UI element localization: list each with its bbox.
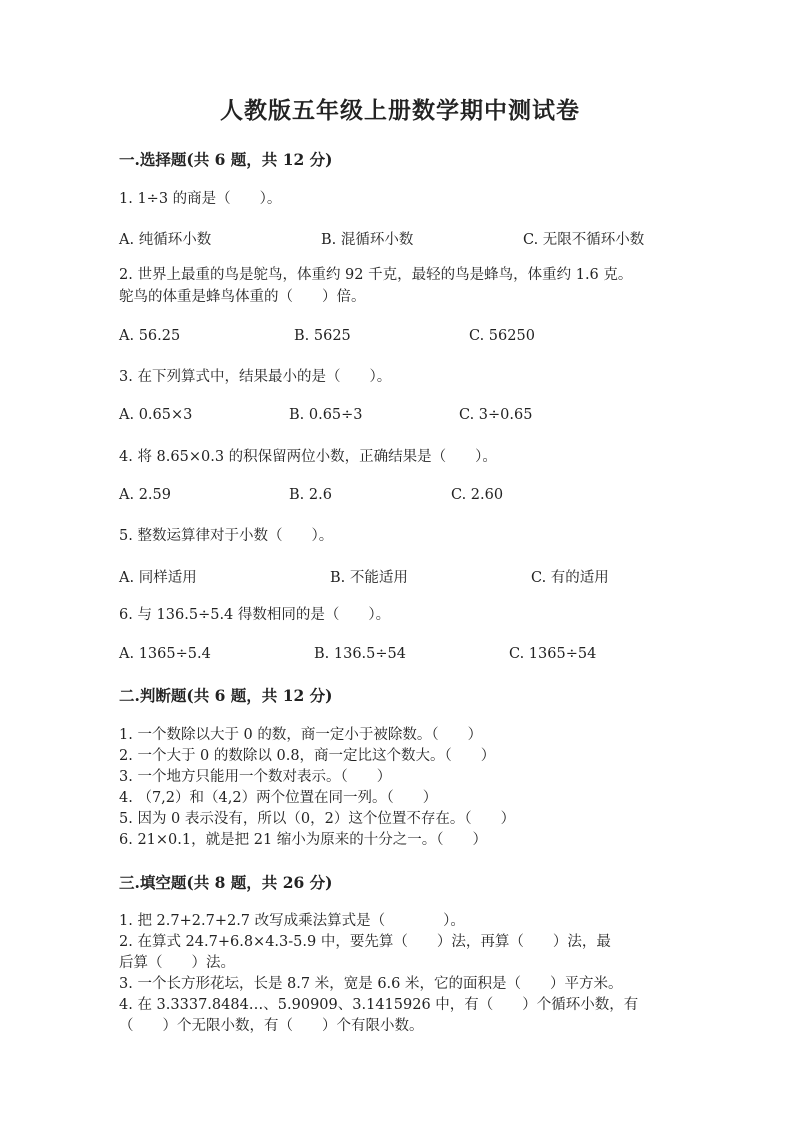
- question-5-option-c: C. 有的适用: [531, 570, 609, 586]
- question-3-option-c: C. 3÷0.65: [459, 407, 533, 423]
- question-4-option-a: A. 2.59: [119, 487, 171, 503]
- question-5-option-a: A. 同样适用: [119, 570, 197, 586]
- question-2-option-c: C. 56250: [469, 328, 535, 344]
- judge-item-5: 5. 因为 0 表示没有，所以（0，2）这个位置不存在。（ ）: [119, 811, 516, 827]
- question-1-option-b: B. 混循环小数: [321, 232, 414, 248]
- fill-line-3: 后算（ ）法。: [119, 955, 235, 971]
- question-1-option-a: A. 纯循环小数: [119, 232, 212, 248]
- question-4-option-b: B. 2.6: [289, 487, 332, 503]
- fill-line-1: 1. 把 2.7+2.7+2.7 改写成乘法算式是（ ）。: [119, 913, 465, 929]
- judge-item-6: 6. 21×0.1，就是把 21 缩小为原来的十分之一。（ ）: [119, 832, 488, 848]
- section-heading-true-false: 二.判断题(共 6 题，共 12 分): [119, 686, 333, 705]
- question-1-text: 1. 1÷3 的商是（ ）。: [119, 191, 282, 207]
- question-6-option-c: C. 1365÷54: [509, 646, 597, 662]
- judge-item-2: 2. 一个大于 0 的数除以 0.8，商一定比这个数大。（ ）: [119, 748, 496, 764]
- question-5-text: 5. 整数运算律对于小数（ ）。: [119, 528, 334, 544]
- page-title: 人教版五年级上册数学期中测试卷: [220, 97, 580, 124]
- question-2-option-b: B. 5625: [294, 328, 351, 344]
- question-2-text-line1: 2. 世界上最重的鸟是鸵鸟，体重约 92 千克，最轻的鸟是蜂鸟，体重约 1.6 克。: [119, 267, 633, 283]
- fill-line-4: 3. 一个长方形花坛，长是 8.7 米，宽是 6.6 米，它的面积是（ ）平方米。: [119, 976, 623, 992]
- question-1-option-c: C. 无限不循环小数: [523, 232, 645, 248]
- section-heading-fill-blank: 三.填空题(共 8 题，共 26 分): [119, 873, 333, 892]
- judge-item-4: 4. （7,2）和（4,2）两个位置在同一列。（ ）: [119, 790, 438, 806]
- fill-line-6: （ ）个无限小数，有（ ）个有限小数。: [119, 1018, 424, 1034]
- section-heading-choice: 一.选择题(共 6 题，共 12 分): [119, 150, 333, 169]
- question-5-option-b: B. 不能适用: [330, 570, 408, 586]
- question-3-option-b: B. 0.65÷3: [289, 407, 363, 423]
- question-2-option-a: A. 56.25: [119, 328, 181, 344]
- judge-item-3: 3. 一个地方只能用一个数对表示。（ ）: [119, 769, 392, 785]
- question-4-option-c: C. 2.60: [451, 487, 504, 503]
- question-4-text: 4. 将 8.65×0.3 的积保留两位小数，正确结果是（ ）。: [119, 449, 497, 465]
- question-6-option-b: B. 136.5÷54: [314, 646, 406, 662]
- judge-item-1: 1. 一个数除以大于 0 的数，商一定小于被除数。（ ）: [119, 727, 483, 743]
- question-6-option-a: A. 1365÷5.4: [119, 646, 211, 662]
- question-2-text-line2: 鸵鸟的体重是蜂鸟体重的（ ）倍。: [119, 289, 366, 305]
- question-3-text: 3. 在下列算式中，结果最小的是（ ）。: [119, 369, 392, 385]
- fill-line-5: 4. 在 3.3337.8484…、5.90909、3.1415926 中，有（ ）个循环小数，有: [119, 997, 639, 1013]
- question-6-text: 6. 与 136.5÷5.4 得数相同的是（ ）。: [119, 607, 391, 623]
- fill-line-2: 2. 在算式 24.7+6.8×4.3-5.9 中，要先算（ ）法，再算（ ）法，最: [119, 934, 611, 950]
- question-3-option-a: A. 0.65×3: [119, 407, 193, 423]
